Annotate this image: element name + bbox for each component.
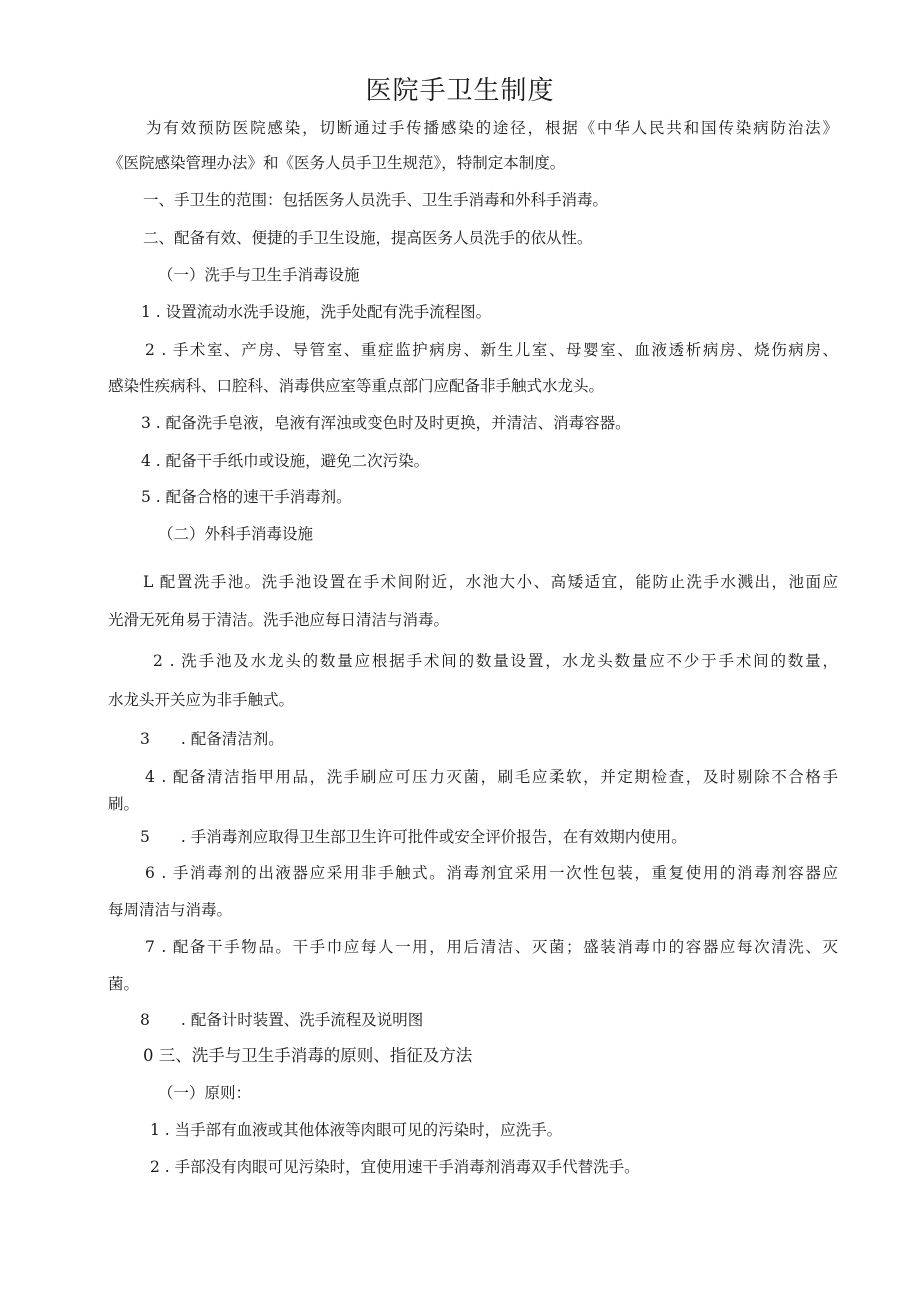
paragraph-line: 6 . 手消毒剂的出液器应采用非手触式。消毒剂宜采用一次性包装，重复使用的消毒剂容器应 bbox=[145, 864, 838, 882]
section-heading: （一）洗手与卫生手消毒设施 bbox=[158, 266, 360, 284]
paragraph-line: 1 . 当手部有血液或其他体液等肉眼可见的污染时，应洗手。 bbox=[150, 1121, 563, 1139]
paragraph-line: 1 . 设置流动水洗手设施，洗手处配有洗手流程图。 bbox=[141, 303, 492, 321]
paragraph-line: L 配置洗手池。洗手池设置在手术间附近，水池大小、高矮适宜，能防止洗手水溅出，池面应 bbox=[143, 573, 838, 591]
paragraph-line: 光滑无死角易于清洁。洗手池应每日清洁与消毒。 bbox=[108, 611, 450, 629]
section-heading: （二）外科手消毒设施 bbox=[158, 525, 314, 543]
paragraph-line: 5 . 配备合格的速干手消毒剂。 bbox=[141, 488, 352, 506]
paragraph-line: 为有效预防医院感染，切断通过手传播感染的途径，根据《中华人民共和国传染病防治法》 bbox=[146, 119, 838, 137]
paragraph-line: 4 . 配备清洁指甲用品，洗手刷应可压力灭菌，刷毛应柔软，并定期检查，及时剔除不合格手 bbox=[145, 768, 838, 786]
paragraph-line: 水龙头开关应为非手触式。 bbox=[108, 691, 295, 709]
document-title: 医院手卫生制度 bbox=[365, 76, 555, 106]
paragraph-line: 感染性疾病科、口腔科、消毒供应室等重点部门应配备非手触式水龙头。 bbox=[108, 377, 605, 395]
paragraph-line: 二、配备有效、便捷的手卫生设施，提高医务人员洗手的依从性。 bbox=[143, 229, 593, 247]
paragraph-line: 8 . 配备计时装置、洗手流程及说明图 bbox=[140, 1011, 424, 1029]
section-heading: （一）原则： bbox=[158, 1084, 252, 1102]
paragraph-line: 一、手卫生的范围：包括医务人员洗手、卫生手消毒和外科手消毒。 bbox=[143, 191, 609, 209]
paragraph-line: 2 . 手术室、产房、导管室、重症监护病房、新生儿室、母婴室、血液透析病房、烧伤病房、 bbox=[145, 341, 838, 359]
paragraph-line: 7 . 配备干手物品。干手巾应每人一用，用后清洁、灭菌；盛装消毒巾的容器应每次清洗、灭 bbox=[145, 938, 838, 956]
paragraph-line: 3 . 配备洗手皂液，皂液有浑浊或变色时及时更换，并清洁、消毒容器。 bbox=[141, 414, 631, 432]
paragraph-line: 4 . 配备干手纸巾或设施，避免二次污染。 bbox=[141, 452, 430, 470]
paragraph-line: 5 . 手消毒剂应取得卫生部卫生许可批件或安全评价报告，在有效期内使用。 bbox=[140, 828, 687, 846]
paragraph-line: 刷。 bbox=[108, 795, 140, 813]
paragraph-line: 每周清洁与消毒。 bbox=[108, 901, 233, 919]
paragraph-line: 2 . 洗手池及水龙头的数量应根据手术间的数量设置，水龙头数量应不少于手术间的数量， bbox=[153, 652, 838, 670]
paragraph-line: 2 . 手部没有肉眼可见污染时，宜使用速干手消毒剂消毒双手代替洗手。 bbox=[150, 1158, 640, 1176]
paragraph-line: 3 . 配备清洁剂。 bbox=[140, 730, 284, 748]
paragraph-line: 《医院感染管理办法》和《医务人员手卫生规范》，特制定本制度。 bbox=[108, 154, 566, 172]
paragraph-line: 菌。 bbox=[108, 975, 140, 993]
section-heading: 0 三、洗手与卫生手消毒的原则、指征及方法 bbox=[143, 1046, 473, 1065]
